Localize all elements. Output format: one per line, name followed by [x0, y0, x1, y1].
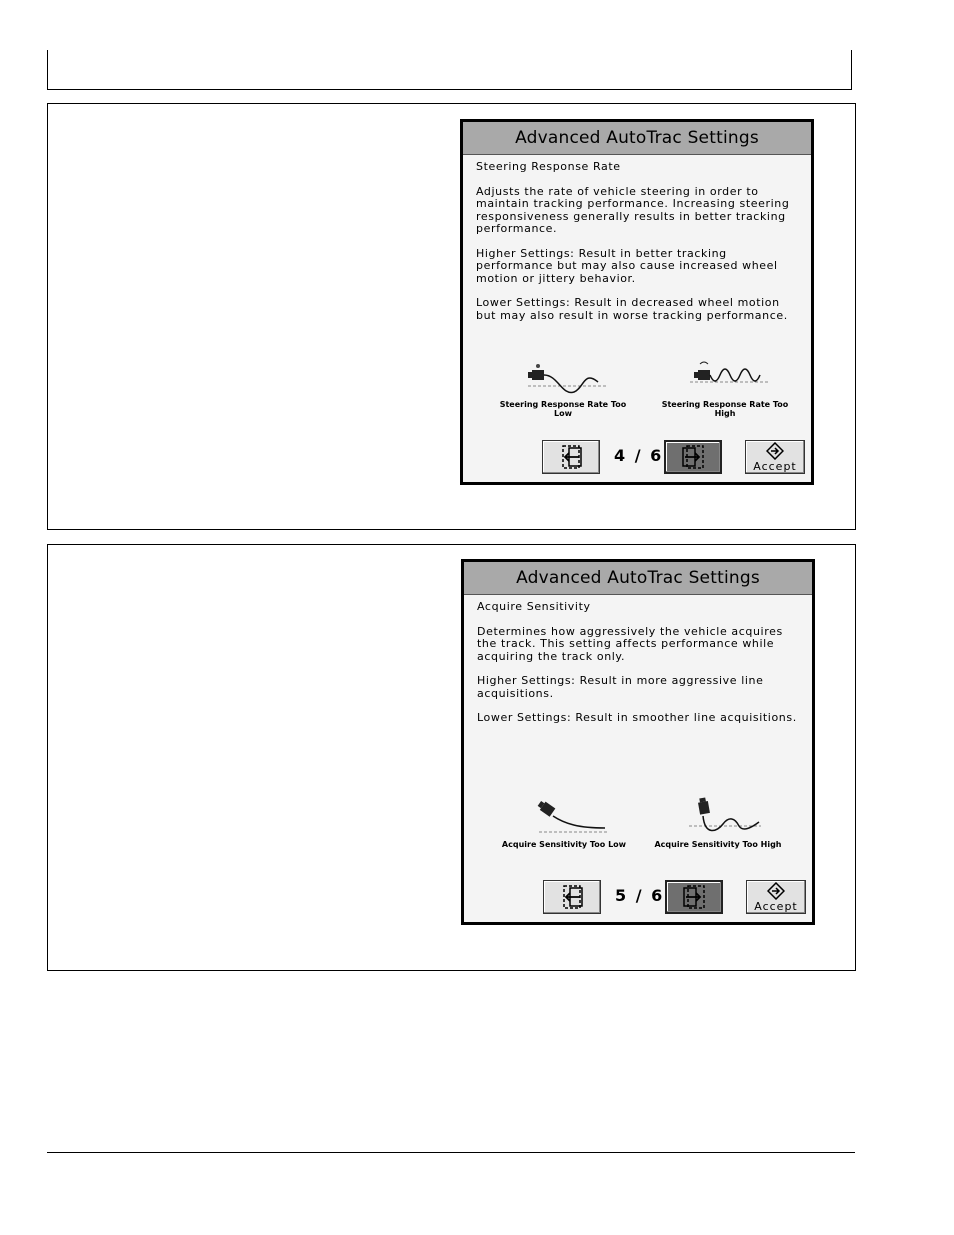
page-indicator: 4 / 6	[614, 446, 664, 465]
page-header-box	[47, 50, 852, 90]
lower-settings-text: Lower Settings: Result in decreased wheel motion but may also result in worse tracking performance.	[476, 296, 788, 322]
previous-page-button[interactable]	[543, 880, 601, 914]
accept-button[interactable]	[746, 880, 806, 914]
diagram-row	[464, 796, 812, 866]
tractor-high-response-icon	[680, 356, 770, 400]
screen-body	[464, 595, 812, 725]
diagram-row	[463, 356, 811, 426]
screen-title: Advanced AutoTrac Settings	[464, 562, 812, 595]
next-page-button[interactable]	[665, 880, 723, 914]
figure-panel-acquire-sensitivity	[47, 544, 856, 971]
higher-settings-text: Higher Settings: Result in more aggressive line acquisitions.	[477, 674, 764, 700]
pagination-bar	[464, 878, 812, 918]
accept-button[interactable]	[745, 440, 805, 474]
screen-body	[463, 155, 811, 322]
higher-settings-text: Higher Settings: Result in better tracking performance but may also cause increased wheel motion or jittery behavior.	[476, 246, 778, 285]
diagram-caption: Steering Response Rate Too Low	[499, 400, 627, 418]
enter-right-arrow-icon	[679, 443, 707, 471]
tractor-low-response-icon	[518, 356, 608, 400]
next-page-button[interactable]	[664, 440, 722, 474]
settings-screen	[460, 119, 814, 485]
pagination-bar	[463, 438, 811, 478]
footer-rule	[47, 1152, 855, 1153]
lower-settings-text: Lower Settings: Result in smoother line acquisitions.	[477, 711, 797, 724]
setting-heading: Steering Response Rate	[476, 160, 621, 173]
exit-left-arrow-icon	[557, 443, 585, 471]
exit-left-arrow-icon	[558, 883, 586, 911]
accept-label: Accept	[753, 459, 797, 473]
setting-description: Determines how aggressively the vehicle acquires the track. This setting affects performance while acquiring the track only.	[477, 624, 783, 663]
tractor-low-sensitivity-icon	[519, 796, 609, 840]
screen-title: Advanced AutoTrac Settings	[463, 122, 811, 155]
diagram-caption: Acquire Sensitivity Too Low	[501, 840, 627, 849]
setting-heading: Acquire Sensitivity	[477, 600, 591, 613]
page-indicator: 5 / 6	[615, 886, 665, 905]
diagram-caption: Acquire Sensitivity Too High	[654, 840, 782, 849]
diamond-arrow-icon	[767, 882, 785, 900]
settings-screen	[461, 559, 815, 925]
diagram-too-high	[648, 796, 788, 849]
diagram-caption: Steering Response Rate Too High	[661, 400, 789, 418]
figure-panel-steering-response	[47, 103, 856, 530]
diagram-too-low	[494, 796, 634, 849]
diagram-too-high	[655, 356, 795, 418]
enter-right-arrow-icon	[680, 883, 708, 911]
tractor-high-sensitivity-icon	[673, 796, 763, 840]
setting-description: Adjusts the rate of vehicle steering in order to maintain tracking performance. Increasing steering responsiveness generally results in better tracking performance.	[476, 184, 790, 235]
previous-page-button[interactable]	[542, 440, 600, 474]
accept-label: Accept	[754, 899, 798, 913]
diamond-arrow-icon	[766, 442, 784, 460]
diagram-too-low	[493, 356, 633, 418]
